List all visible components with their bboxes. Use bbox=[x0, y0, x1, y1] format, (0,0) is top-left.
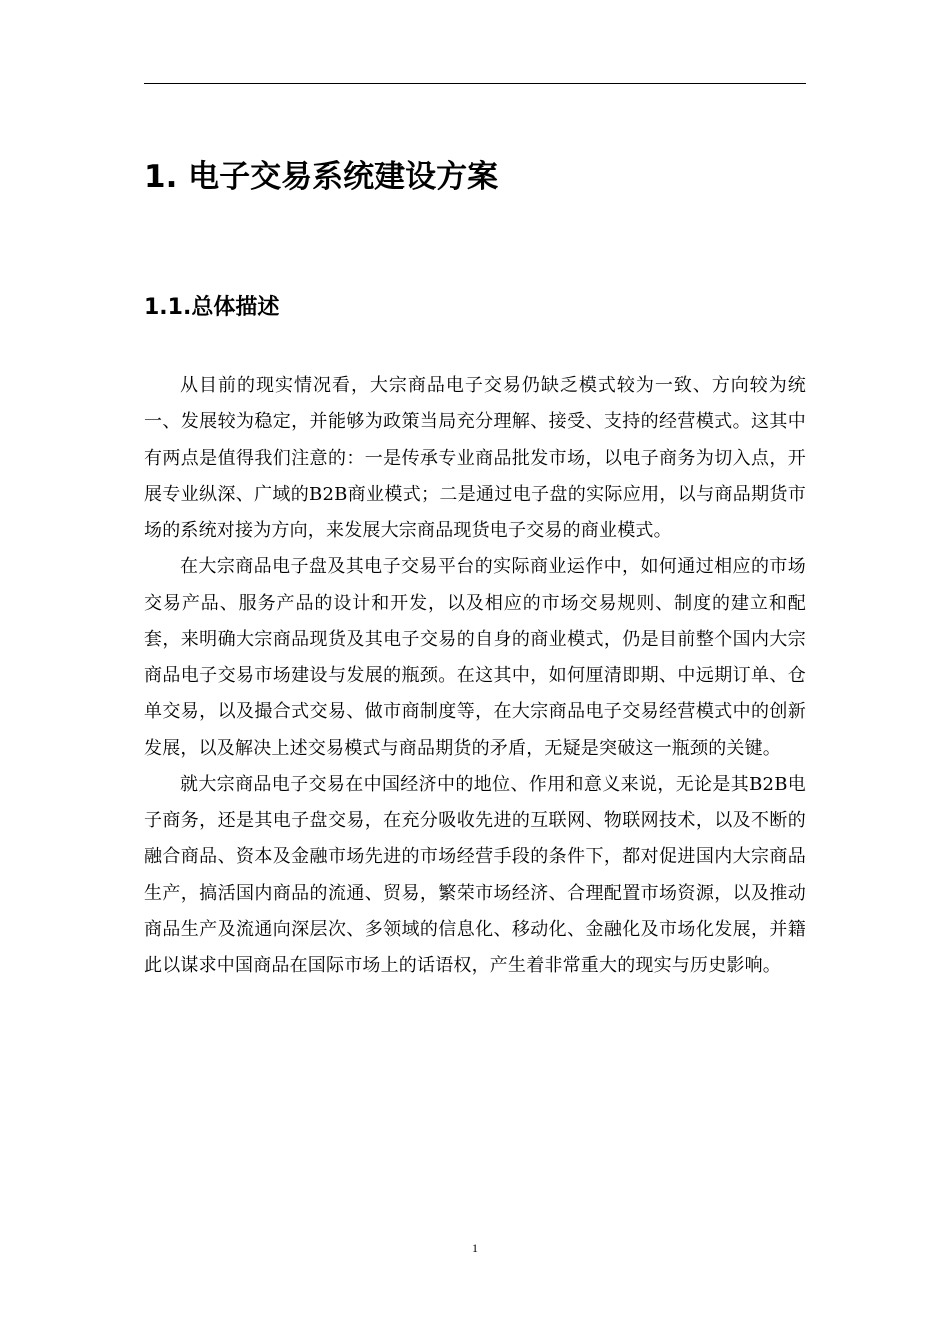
header-rule bbox=[144, 83, 806, 84]
page-number: 1 bbox=[472, 1241, 478, 1255]
chapter-title: 1. 电子交易系统建设方案 bbox=[144, 159, 499, 195]
paragraph: 从目前的现实情况看，大宗商品电子交易仍缺乏模式较为一致、方向较为统一、发展较为稳定，并能够为政策当局充分理解、接受、支持的经营模式。这其中有两点是值得我们注意的：一是传承专业商品批发市场，以电子商务为切入点，开展专业纵深、广域的B2B商业模式；二是通过电子盘的实际应用，以与商品期货市场的系统对接为方向，来发展大宗商品现货电子交易的商业模式。 bbox=[144, 375, 806, 541]
section-title: 1.1.总体描述 bbox=[144, 295, 280, 320]
paragraph: 在大宗商品电子盘及其电子交易平台的实际商业运作中，如何通过相应的市场交易产品、服务产品的设计和开发，以及相应的市场交易规则、制度的建立和配套，来明确大宗商品现货及其电子交易的自身的商业模式，仍是目前整个国内大宗商品电子交易市场建设与发展的瓶颈。在这其中，如何厘清即期、中远期订单、仓单交易，以及撮合式交易、做市商制度等，在大宗商品电子交易经营模式中的创新发展，以及解决上述交易模式与商品期货的矛盾，无疑是突破这一瓶颈的关键。 bbox=[144, 556, 806, 759]
body-text bbox=[144, 368, 806, 984]
paragraph: 就大宗商品电子交易在中国经济中的地位、作用和意义来说，无论是其B2B电子商务，还是其电子盘交易，在充分吸收先进的互联网、物联网技术，以及不断的融合商品、资本及金融市场先进的市场经营手段的条件下，都对促进国内大宗商品生产，搞活国内商品的流通、贸易，繁荣市场经济、合理配置市场资源，以及推动商品生产及流通向深层次、多领域的信息化、移动化、金融化及市场化发展，并籍此以谋求中国商品在国际市场上的话语权，产生着非常重大的现实与历史影响。 bbox=[144, 773, 806, 976]
